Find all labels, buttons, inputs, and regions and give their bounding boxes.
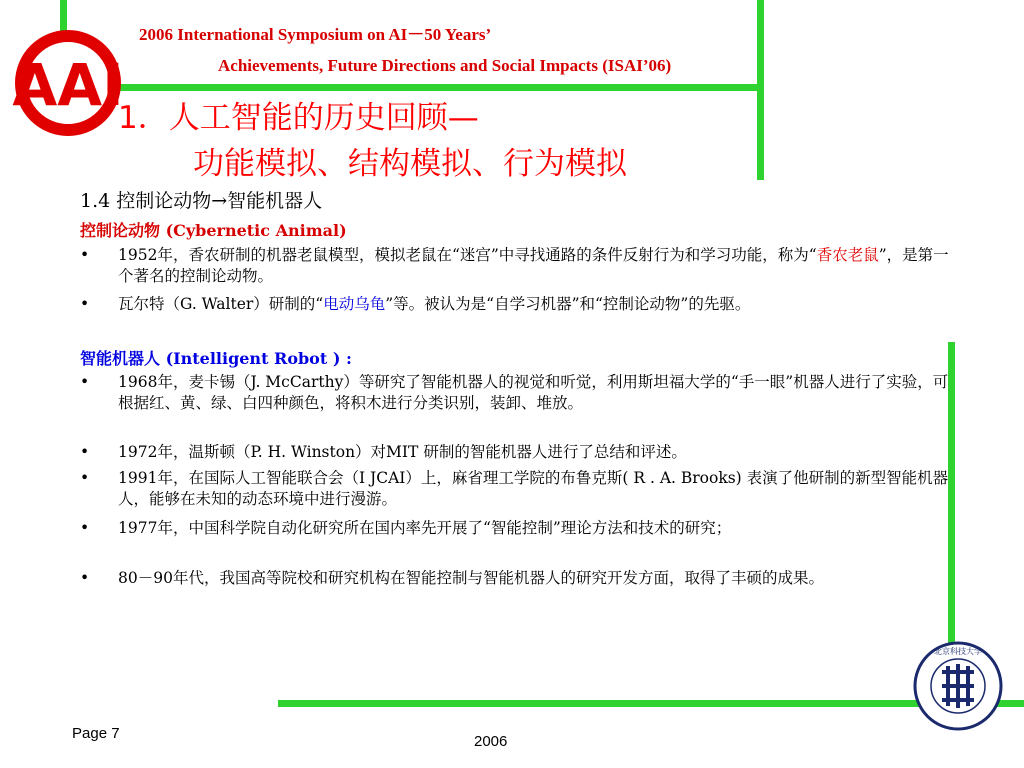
slide-title-line-1: 1．人工智能的历史回顾—: [118, 100, 479, 136]
bullet-dot: •: [80, 443, 90, 461]
bullet-item: [80, 245, 950, 287]
bullet-text: 1972年，温斯顿（P. H. Winston）对MIT 研制的智能机器人进行了总结和评述。: [118, 443, 687, 461]
bullet-item: [80, 442, 950, 464]
bullet-item: [80, 372, 950, 436]
logo-text: AAI: [12, 51, 124, 119]
page-number: Page 7: [72, 725, 120, 742]
university-seal-icon: [912, 640, 1004, 732]
right-vertical-bar: [757, 0, 764, 180]
bullet-dot: •: [80, 469, 90, 487]
seal-text: 北京科技大学: [934, 647, 982, 656]
bullet-text-tail: ”等。被认为是“自学习机器”和“控制论动物”的先驱。: [385, 295, 751, 313]
bullet-dot: •: [80, 373, 90, 391]
bullet-text: 1991年，在国际人工智能联合会（I JCAI）上，麻省理工学院的布鲁克斯( R . A. Brooks) 表演了他研制的新型智能机器人，能够在未知的动态环境中进行漫游。: [118, 469, 949, 508]
bullet-text: 80－90年代，我国高等院校和研究机构在智能控制与智能机器人的研究开发方面，取得了丰硕的成果。: [118, 569, 824, 587]
bullet-dot: •: [80, 246, 90, 264]
aai-logo: [6, 28, 130, 138]
section-heading-robot: 智能机器人 (Intelligent Robot ) :: [80, 349, 352, 368]
header-line-1: 2006 International Symposium on AI－50 Years’: [139, 25, 492, 44]
header-underline: [105, 84, 760, 91]
bullet-emphasis: 电动乌龟: [323, 295, 386, 313]
bullet-dot: •: [80, 569, 90, 587]
bullet-dot: •: [80, 519, 90, 537]
bullet-text: 1952年，香农研制的机器老鼠模型，模拟老鼠在“迷宫”中寻找通路的条件反射行为和学习功能，称为“: [118, 246, 817, 264]
section-subtitle: 1.4 控制论动物→智能机器人: [80, 190, 323, 212]
bullet-text: 瓦尔特（G. Walter）研制的“: [118, 295, 324, 313]
bullet-text-tail: ”，是第一个著名的控制论动物。: [118, 246, 949, 285]
bullet-item: [80, 568, 950, 610]
header-line-2: Achievements, Future Directions and Social Impacts (ISAI’06): [218, 56, 672, 75]
bullet-item: [80, 294, 950, 336]
bullet-emphasis: 香农老鼠: [816, 246, 879, 264]
bullet-item: [80, 468, 950, 510]
bullet-item: [80, 518, 950, 560]
footer-year: 2006: [474, 733, 508, 750]
section-heading-cybernetic: 控制论动物 (Cybernetic Animal): [80, 221, 347, 240]
bullet-text: 1977年，中国科学院自动化研究所在国内率先开展了“智能控制”理论方法和技术的研究；: [118, 519, 732, 537]
slide-title-line-2: 功能模拟、结构模拟、行为模拟: [193, 146, 627, 182]
bullet-text: 1968年，麦卡锡（J. McCarthy）等研究了智能机器人的视觉和听觉，利用斯坦福大学的“手一眼”机器人进行了实验，可根据红、黄、绿、白四种颜色，将积木进行分类识别，装卸、堆放。: [118, 373, 949, 412]
bullet-dot: •: [80, 295, 90, 313]
